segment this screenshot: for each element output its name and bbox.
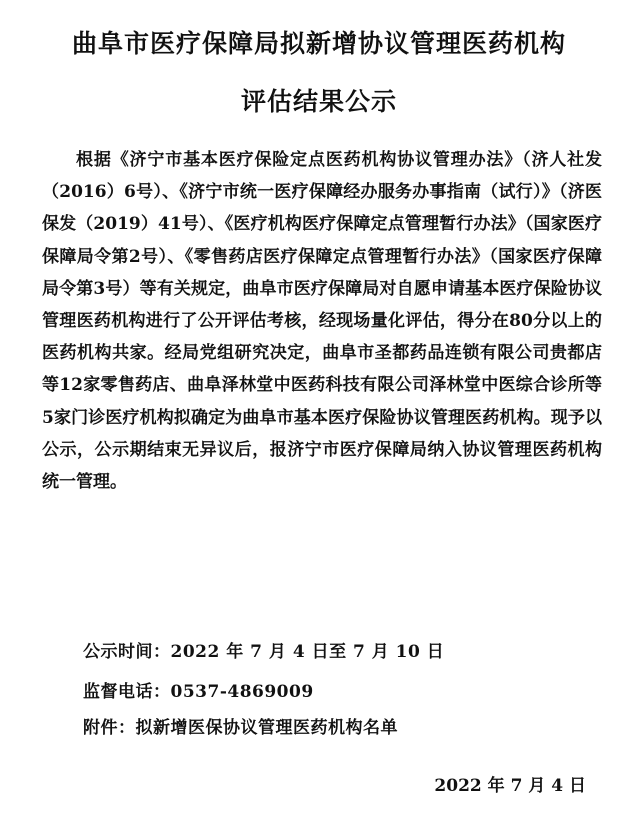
title-line-1: 曲阜市医疗保障局拟新增协议管理医药机构 <box>71 29 566 58</box>
publicity-period: 公示时间：2022 年 7 月 4 日至 7 月 10 日 <box>83 642 445 662</box>
body-paragraph: 根据《济宁市基本医疗保险定点医药机构协议管理办法》（济人社发（2016）6号）、《济宁市统一医疗保障经办服务办事指南（试行）》（济医保发（2019）41号）、《医疗机构医疗保障定点管理暂行办法》（国家医疗保障局令第2号）、《零售药店医疗保障定点管理暂行办法》（国家医疗保障局令第3号）等有关规定，曲阜市医疗保障局对自愿申请基本医疗保险协议管理医药机构进行了公开评估考核，经现场量化评估，得分在80分以上的医药机构共家。经局党组研究决定，曲阜市圣都药品连锁有限公司贵都店等12家零售药店、曲阜泽林堂中医药科技有限公司泽林堂中医综合诊所等5家门诊医疗机构拟确定为曲阜市基本医疗保险协议管理医药机构。现予以公示，公示期结束无异议后，报济宁市医疗保障局纳入协议管理医药机构统一管理。 <box>42 150 602 493</box>
title-line-2: 评估结果公示 <box>240 87 397 116</box>
supervision-phone: 监督电话：0537-4869009 <box>83 682 314 702</box>
attachment-line: 附件：拟新增医保协议管理医药机构名单 <box>83 718 398 738</box>
issue-date: 2022 年 7 月 4 日 <box>434 776 586 796</box>
notice-body <box>42 144 602 498</box>
